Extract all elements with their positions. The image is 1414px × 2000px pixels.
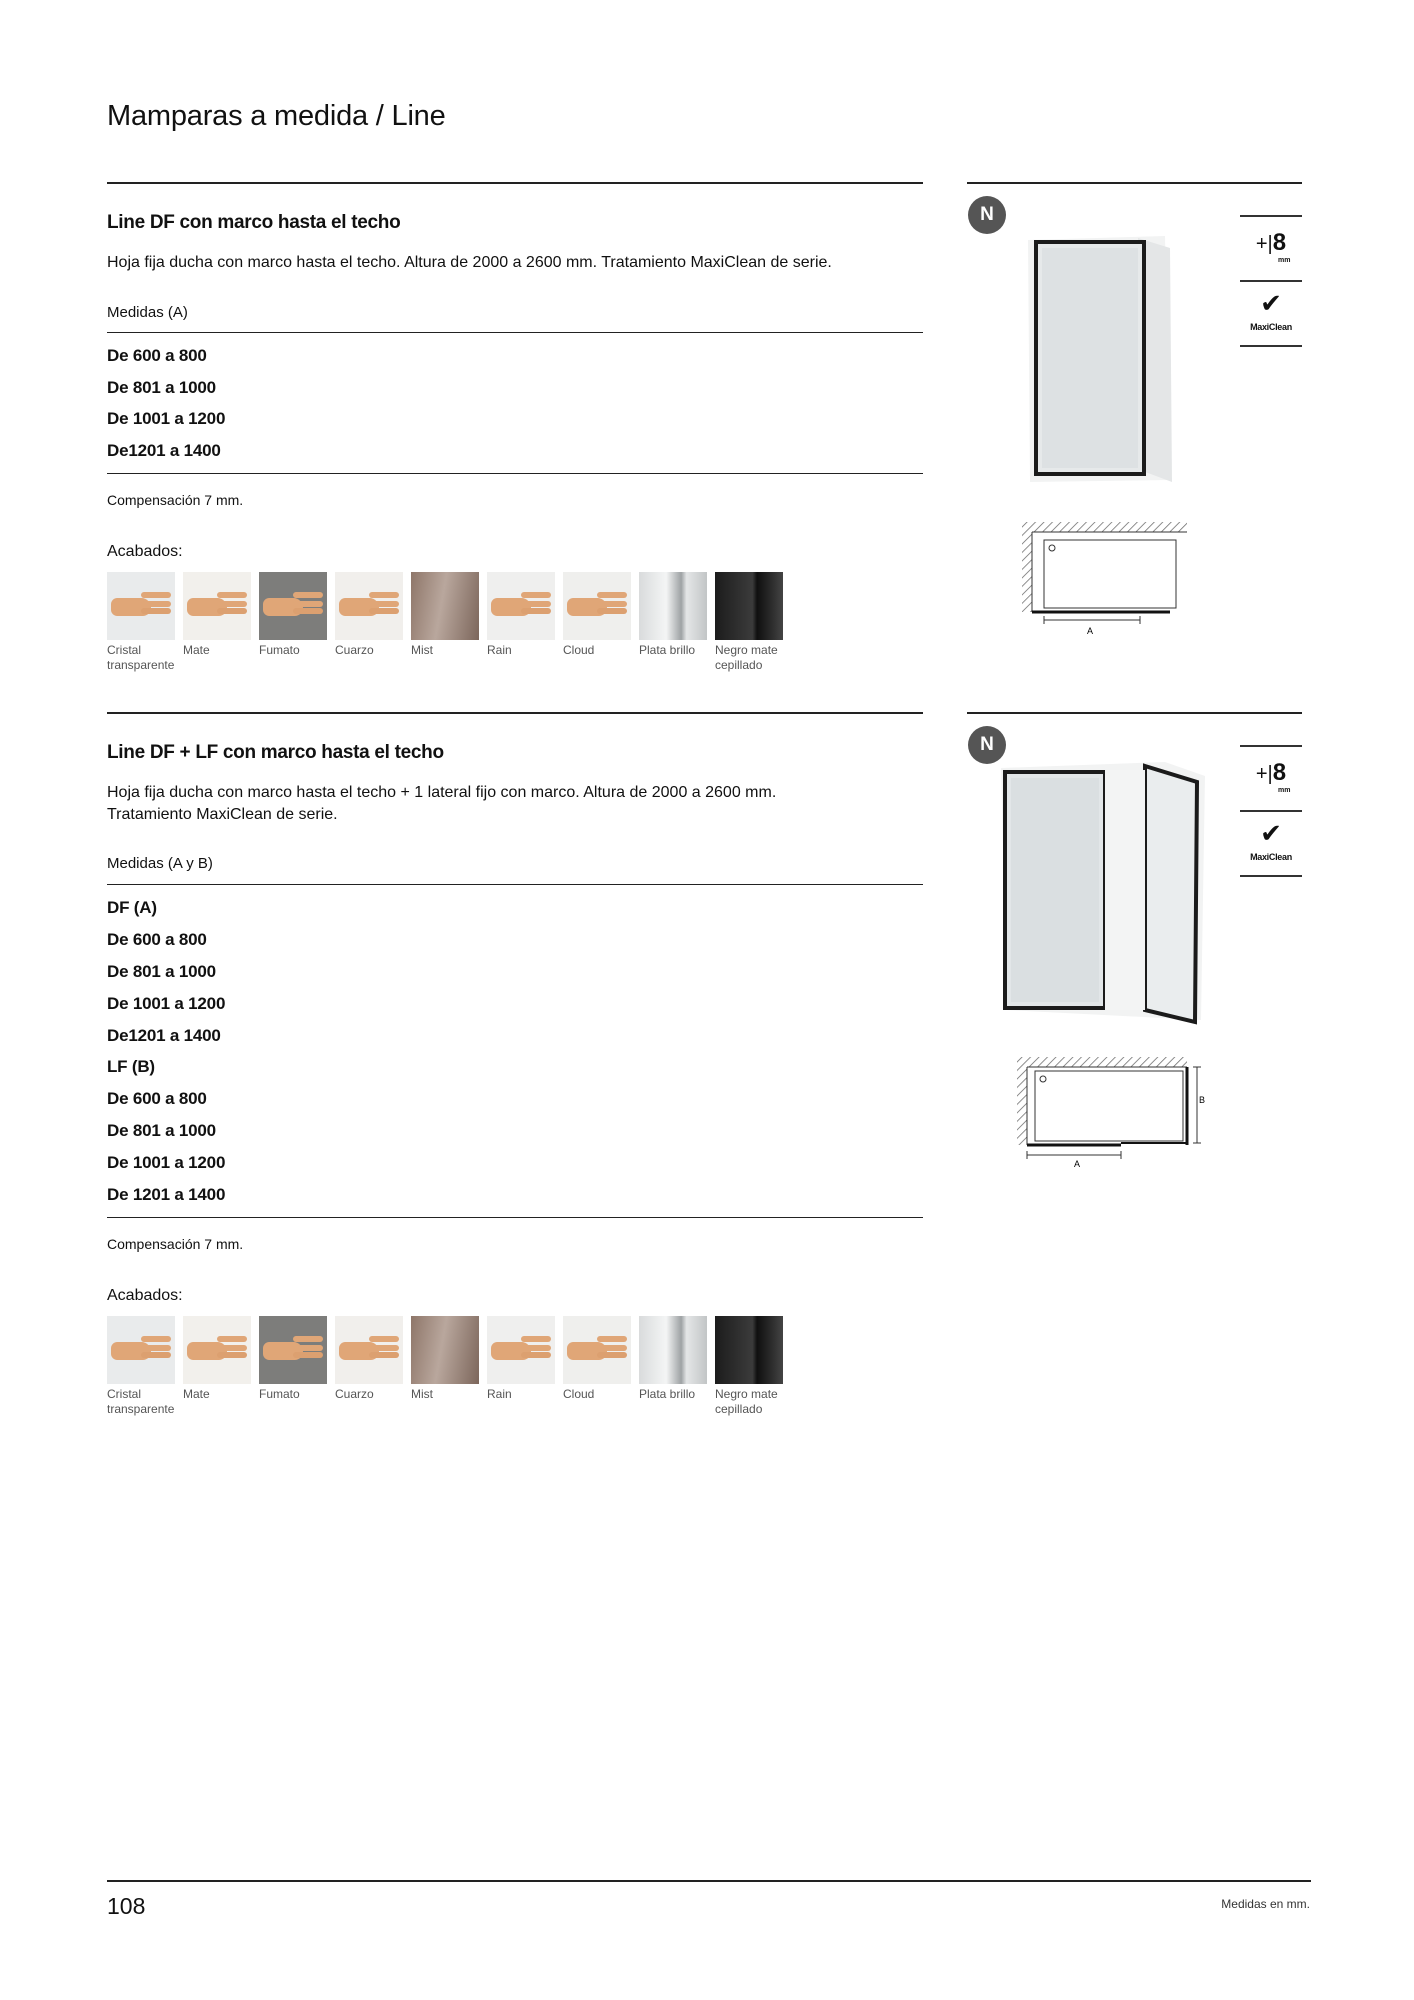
finish-swatch [563, 572, 631, 640]
finish-label: Negro mate [715, 1387, 778, 1401]
size-row: De 1001 a 1200 [107, 994, 226, 1013]
finish-label: Mist [411, 643, 433, 657]
product-render-df-lf [995, 758, 1210, 1028]
finish-label: Mist [411, 1387, 433, 1401]
hand-icon [567, 1342, 607, 1360]
finish-label: Plata brillo [639, 643, 696, 657]
table-rule [107, 884, 923, 885]
product-render-df [1020, 230, 1180, 490]
glass-thickness-icon: +|8 mm [1240, 215, 1302, 280]
hand-icon [491, 1342, 531, 1360]
feature-icons [1240, 215, 1302, 347]
finish-label: Mate [183, 643, 210, 657]
finish-swatch [487, 1316, 555, 1384]
finish-label: Cuarzo [335, 643, 374, 657]
hand-icon [187, 1342, 227, 1360]
finish-swatch [335, 1316, 403, 1384]
finish-option [183, 572, 251, 673]
size-row: De 801 a 1000 [107, 378, 216, 397]
finish-swatch [563, 1316, 631, 1384]
finish-option [335, 572, 403, 673]
dimension-b-label: B [1199, 1095, 1205, 1105]
table-rule [107, 1217, 923, 1218]
finish-label: cepillado [715, 1402, 763, 1416]
finish-option [715, 572, 783, 673]
finish-swatch [411, 572, 479, 640]
maxiclean-icon: ✔ MaxiClean [1240, 280, 1302, 347]
finishes-label: Acabados: [107, 1287, 183, 1304]
hand-icon [263, 598, 303, 616]
finish-swatch [259, 572, 327, 640]
finish-label: Cuarzo [335, 1387, 374, 1401]
size-row: De 600 a 800 [107, 930, 207, 949]
section-divider [967, 712, 1302, 714]
finish-swatch [107, 572, 175, 640]
finish-option [715, 1316, 783, 1417]
dimension-a-label: A [1073, 1159, 1081, 1169]
hand-icon [111, 1342, 151, 1360]
size-row: LF (B) [107, 1057, 155, 1076]
finishes-label: Acabados: [107, 543, 183, 560]
hand-icon [491, 598, 531, 616]
finish-option [259, 572, 327, 673]
finish-label: Cristal [107, 643, 142, 657]
measures-label: Medidas (A y B) [107, 855, 213, 872]
finish-label: transparente [107, 658, 175, 672]
page-number: 108 [107, 1893, 146, 1919]
size-row: DF (A) [107, 898, 157, 917]
finish-swatch [107, 1316, 175, 1384]
size-row: De 1201 a 1400 [107, 1185, 226, 1204]
finish-label: Mate [183, 1387, 210, 1401]
finish-label: Fumato [259, 643, 300, 657]
new-badge: N [968, 196, 1006, 234]
product-title: Line DF + LF con marco hasta el techo [107, 742, 444, 763]
compensation-note: Compensación 7 mm. [107, 492, 244, 508]
finish-label: Negro mate [715, 643, 778, 657]
plan-diagram-df [1020, 520, 1190, 635]
finish-option [563, 1316, 631, 1417]
finish-label: transparente [107, 1402, 175, 1416]
finish-swatch [715, 1316, 783, 1384]
hand-icon [339, 598, 379, 616]
size-row: De 1001 a 1200 [107, 409, 226, 428]
finish-option [259, 1316, 327, 1417]
maxiclean-icon: ✔ MaxiClean [1240, 810, 1302, 877]
finish-label: Cristal [107, 1387, 142, 1401]
finish-swatch [639, 572, 707, 640]
finish-option [411, 572, 479, 673]
measures-label: Medidas (A) [107, 304, 188, 321]
size-row: De 600 a 800 [107, 346, 207, 365]
finish-option [183, 1316, 251, 1417]
size-row: De1201 a 1400 [107, 1026, 221, 1045]
finish-option [107, 572, 175, 673]
finish-label: Cloud [563, 1387, 595, 1401]
table-rule [107, 473, 923, 474]
finish-option [107, 1316, 175, 1417]
size-row: De 801 a 1000 [107, 1121, 216, 1140]
table-rule [107, 332, 923, 333]
product-description: Hoja fija ducha con marco hasta el techo + 1 lateral fijo con marco. Altura de 2000 a 2600 mm. [107, 784, 777, 801]
section-divider [967, 182, 1302, 184]
product-section-line-df [107, 182, 923, 682]
feature-icons [1240, 745, 1302, 877]
finish-swatch [715, 572, 783, 640]
size-row: De 801 a 1000 [107, 962, 216, 981]
finish-label: Rain [487, 643, 512, 657]
finish-label: Fumato [259, 1387, 300, 1401]
hand-icon [339, 1342, 379, 1360]
dimension-a-label: A [1086, 626, 1094, 635]
finish-option [487, 572, 555, 673]
finishes-list [107, 572, 783, 673]
finish-label: cepillado [715, 658, 763, 672]
finish-swatch [487, 572, 555, 640]
finish-swatch [183, 1316, 251, 1384]
finish-label: Rain [487, 1387, 512, 1401]
finish-option [411, 1316, 479, 1417]
new-badge: N [968, 726, 1006, 764]
finish-swatch [639, 1316, 707, 1384]
finish-option [487, 1316, 555, 1417]
finishes-list [107, 1316, 783, 1417]
finish-swatch [259, 1316, 327, 1384]
compensation-note: Compensación 7 mm. [107, 1236, 244, 1252]
product-description: Hoja fija ducha con marco hasta el techo. Altura de 2000 a 2600 mm. Tratamiento MaxiClean de serie. [107, 254, 832, 271]
size-row: De 1001 a 1200 [107, 1153, 226, 1172]
page-title: Mamparas a medida / Line [107, 100, 446, 132]
check-icon: ✔ [1260, 288, 1282, 318]
finish-option [335, 1316, 403, 1417]
finish-option [639, 1316, 707, 1417]
hand-icon [111, 598, 151, 616]
hand-icon [263, 1342, 303, 1360]
finish-label: Cloud [563, 643, 595, 657]
product-description: Tratamiento MaxiClean de serie. [107, 806, 338, 823]
finish-swatch [183, 572, 251, 640]
finish-label: Plata brillo [639, 1387, 696, 1401]
finish-option [563, 572, 631, 673]
finish-swatch [335, 572, 403, 640]
check-icon: ✔ [1260, 818, 1282, 848]
hand-icon [187, 598, 227, 616]
finish-option [639, 572, 707, 673]
product-title: Line DF con marco hasta el techo [107, 212, 401, 233]
footer-note: Medidas en mm. [1221, 1897, 1310, 1911]
footer-rule [107, 1880, 1311, 1882]
product-section-line-df-lf [107, 712, 923, 1432]
hand-icon [567, 598, 607, 616]
glass-thickness-icon: +|8 mm [1240, 745, 1302, 810]
size-row: De1201 a 1400 [107, 441, 221, 460]
finish-swatch [411, 1316, 479, 1384]
plan-diagram-df-lf [1015, 1055, 1205, 1170]
size-row: De 600 a 800 [107, 1089, 207, 1108]
